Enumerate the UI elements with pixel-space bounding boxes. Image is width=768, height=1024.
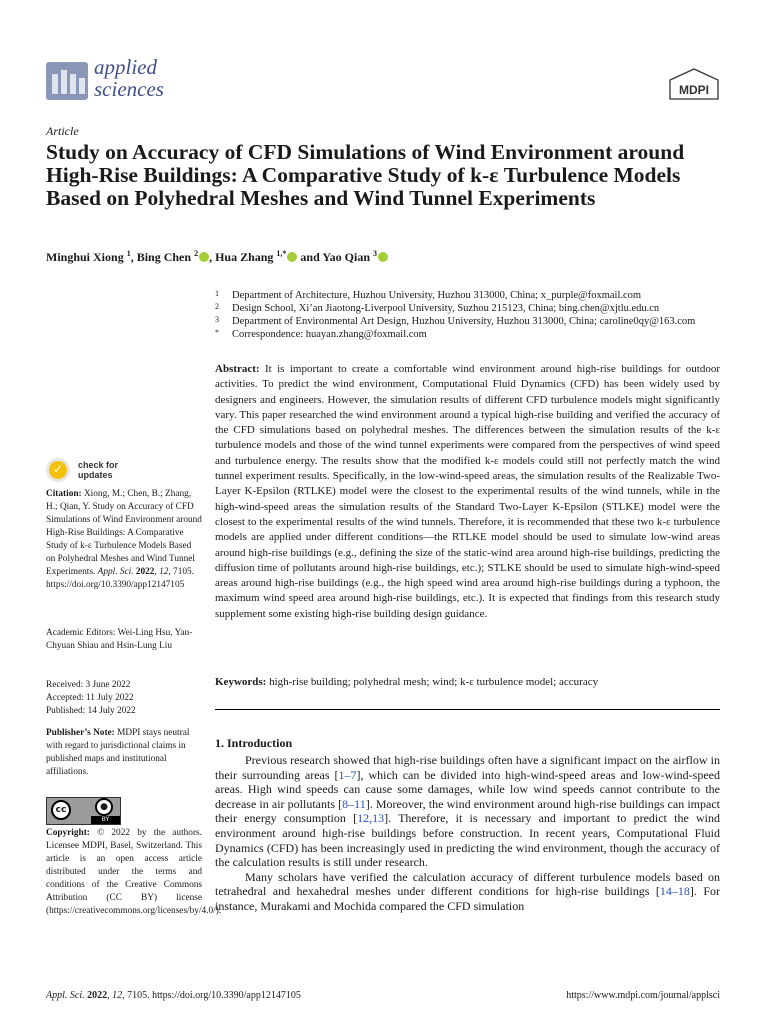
author-name: Minghui Xiong [46,250,124,264]
journal-name: applied sciences [94,55,164,101]
citation-block: Citation: Xiong, M.; Chen, B.; Zhang, H.; Qian, Y. Study on Accuracy of CFD Simulations of Wind Environment around High-Rise Buildings: A Comparative Study of k-ε Turbulence Models Based on Polyhedral Meshes and Wind Tunnel Experiments. Appl. Sci. 2022, 12, 7105. https://doi.org/10.3390/app12147105 [46,489,202,590]
orcid-icon[interactable] [287,252,297,262]
citation-link[interactable]: 1–7 [338,767,357,782]
article-type: Article [46,124,79,138]
copyright-block: Copyright: © 2022 by the authors. Licensee MDPI, Basel, Switzerland. This article is an open access article distributed under the terms and conditions of the Creative Commons Attribution (CC BY) license (https://creativecommons.org/licenses/by/4.0/). [46,828,222,916]
journal-logo [46,55,176,108]
by-label: BY [91,816,120,824]
citation-link[interactable]: 14–18 [659,884,690,899]
attribution-icon: ● [95,798,113,816]
author-affiliation-number: 2 [194,249,199,258]
affiliation-text: Department of Environmental Art Design, Huzhou University, Huzhou 313000, China; caroline0qy@163.com [232,316,696,327]
affiliation-text: Department of Architecture, Huzhou University, Huzhou 313000, China; x_purple@foxmail.com [232,290,642,301]
abstract-label: Abstract: [215,363,260,375]
section-divider [215,709,720,710]
author-affiliation-number: 1 [126,249,131,258]
affiliation-item [215,328,735,341]
affiliation-item [215,315,735,328]
author-name: Yao Qian [322,250,371,264]
accepted-date: Accepted: 11 July 2022 [46,693,134,703]
affiliation-number: 3 [215,315,219,324]
author-affiliation-number: 3 [373,249,378,258]
mdpi-logo [668,68,720,102]
abstract-text: It is important to create a comfortable wind environment around high-rise buildings for outdoor activities. To predict the wind environment, Computational Fluid Dynamics (CFD) has been widely used by designers and engineers. However, the simulation results of different CFD turbulence models might significantly vary. This paper researched the wind environment around a typical high-rise building and verified the accuracy of the CFD simulations based on polyhedral meshes. The differences between the simulation results of the k-ε turbulence models and those of the wind tunnel experiments were compared from the perspectives of wind speed and turbulence energy. The results show that the modified k-ε models could still not perfectly match the wind tunnel experiment results. Specifically, in the low-wind-speed areas, the simulation results of the Realizable Two-Layer K-Epsilon (RTLKE) model were the closest to the experimental results of the wind tunnels, while in the high-wind-speed areas the simulation results of the Standard Two-Layer K-Epsilon (STLKE) model were the closest to the experimental results of the wind tunnels. Therefore, it is recommended that these two k-ε turbulence models are applied under different conditions—the RTLKE model should be used to simulate low-wind areas around high-rise buildings (e.g., defining the size of the static-wind area around high-rise buildings, predicting the diffusion time of pollutants around high-rise buildings, etc.); STLKE should be used to simulate high-wind-speed areas around high-rise buildings (e.g., the high speed wind area around high-rise buildings during a typhoon, the maximum wind speed area around high-rise buildings, etc.). It is expected that findings from this research study supplement some existing high-rise building design guidance. [215,363,721,620]
dates [46,679,202,718]
footer-journal-url[interactable]: https://www.mdpi.com/journal/applsci [566,990,720,1001]
affiliation-number: 2 [215,302,219,311]
publisher-note: Publisher’s Note: MDPI stays neutral with regard to jurisdictional claims in published maps and institutional affiliations. [46,728,190,777]
orcid-icon[interactable] [378,252,388,262]
intro-paragraph: Many scholars have verified the calculation accuracy of different turbulence models based on tetrahedral and hexahedral meshes under different conditions for high-rise buildings [14–18]. For instance, Murakami and Mochida compared the CFD simulation [215,869,720,913]
footer-citation: Appl. Sci. 2022, 12, 7105. https://doi.org/10.3390/app12147105 [46,990,301,1001]
affiliation-text: Design School, Xi’an Jiaotong-Liverpool University, Suzhou 215123, China; bing.chen@xjtlu.edu.cn [232,303,660,314]
orcid-icon[interactable] [199,252,209,262]
citation-link[interactable]: 8–11 [342,796,366,811]
introduction-body [215,753,720,914]
check-updates-icon [46,458,70,482]
affiliation-item [215,302,735,315]
affiliation-item [215,289,735,302]
author-name: Bing Chen [136,250,192,264]
check-updates-label: check for updates [78,460,119,480]
svg-text:MDPI: MDPI [679,83,709,97]
published-date: Published: 14 July 2022 [46,706,136,716]
author-list: Minghui Xiong $^1$, Bing Chen $^2$ , Hua Zhang $^{1,*}$ and Yao Qian $^3$ [46,249,388,265]
affiliation-text: Correspondence: huayan.zhang@foxmail.com [232,329,427,340]
received-date: Received: 3 June 2022 [46,680,131,690]
cc-icon: cc [51,800,71,820]
abstract [215,362,720,622]
journal-logo-icon [46,62,88,100]
author-affiliation-number: 1,* [276,249,287,258]
keywords [215,676,720,688]
paper-title: Study on Accuracy of CFD Simulations of Wind Environment around High-Rise Buildings: A Comparative Study of k-ε Turbulence Models Based on Polyhedral Meshes and Wind Tunnel Experiments [46,140,685,210]
academic-editors: Academic Editors: Wei-Ling Hsu, Yan-Chyuan Shiau and Hsin-Lung Liu [46,628,193,651]
citation-link[interactable]: 12,13 [357,811,385,826]
intro-paragraph: Previous research showed that high-rise buildings often have a significant impact on the airflow in their surrounding areas [1–7], which can be divided into high-wind-speed areas and low-wind-speed areas. High wind speeds can cause some damages, while low wind speeds cannot contribute to the decrease in air pollutants [8–11]. Moreover, the wind environment around high-rise buildings can impact their energy consumption [12,13]. Therefore, it is necessary and important to predict the wind environment around high-rise buildings before construction. In recent years, Computational Fluid Dynamics (CFD) has been increasingly used in predicting the wind environment, though the accuracy of the calculation results is still under research. [215,753,721,870]
keywords-text: high-rise building; polyhedral mesh; wind; k-ε turbulence model; accuracy [269,676,599,688]
affiliations [215,289,735,341]
affiliation-number: * [215,328,219,337]
affiliation-number: 1 [215,289,219,298]
section-heading: 1. Introduction [215,736,293,750]
keywords-label: Keywords: [215,676,267,688]
cc-by-license-icon[interactable] [46,797,121,825]
check-for-updates-badge[interactable] [46,458,118,482]
author-name: Hua Zhang [215,250,274,264]
